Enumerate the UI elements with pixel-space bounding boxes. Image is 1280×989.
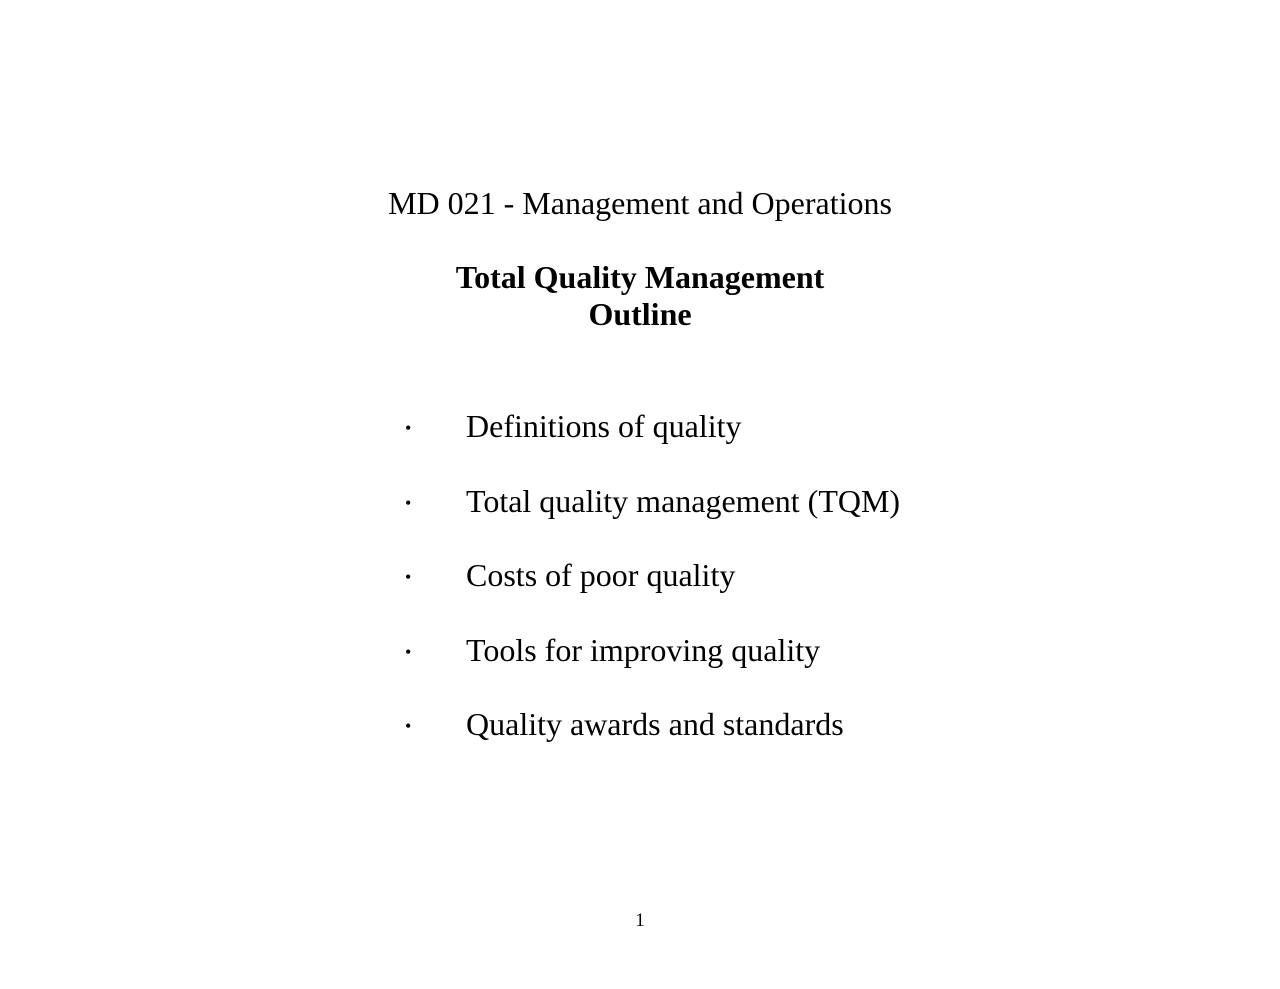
outline-item-text: Total quality management (TQM) [466,483,901,519]
outline-item-text: Quality awards and standards [466,706,844,742]
outline-item [400,630,1000,674]
bullet-icon: • [405,716,412,736]
bullet-icon: • [405,642,412,662]
bullet-icon: • [405,493,412,513]
outline-item [400,481,1000,525]
outline-item-text: Tools for improving quality [466,632,821,668]
bullet-icon: • [405,418,412,438]
document-subtitle: Outline [588,296,692,332]
outline-item [400,406,1000,450]
document-title: Total Quality Management [455,259,825,295]
outline-item-text: Definitions of quality [466,408,742,444]
page-number: 1 [635,910,645,931]
outline-item [400,704,1000,748]
bullet-icon: • [405,567,412,587]
course-title: MD 021 - Management and Operations [388,185,892,221]
outline-item [400,555,1000,599]
outline-item-text: Costs of poor quality [466,557,736,593]
